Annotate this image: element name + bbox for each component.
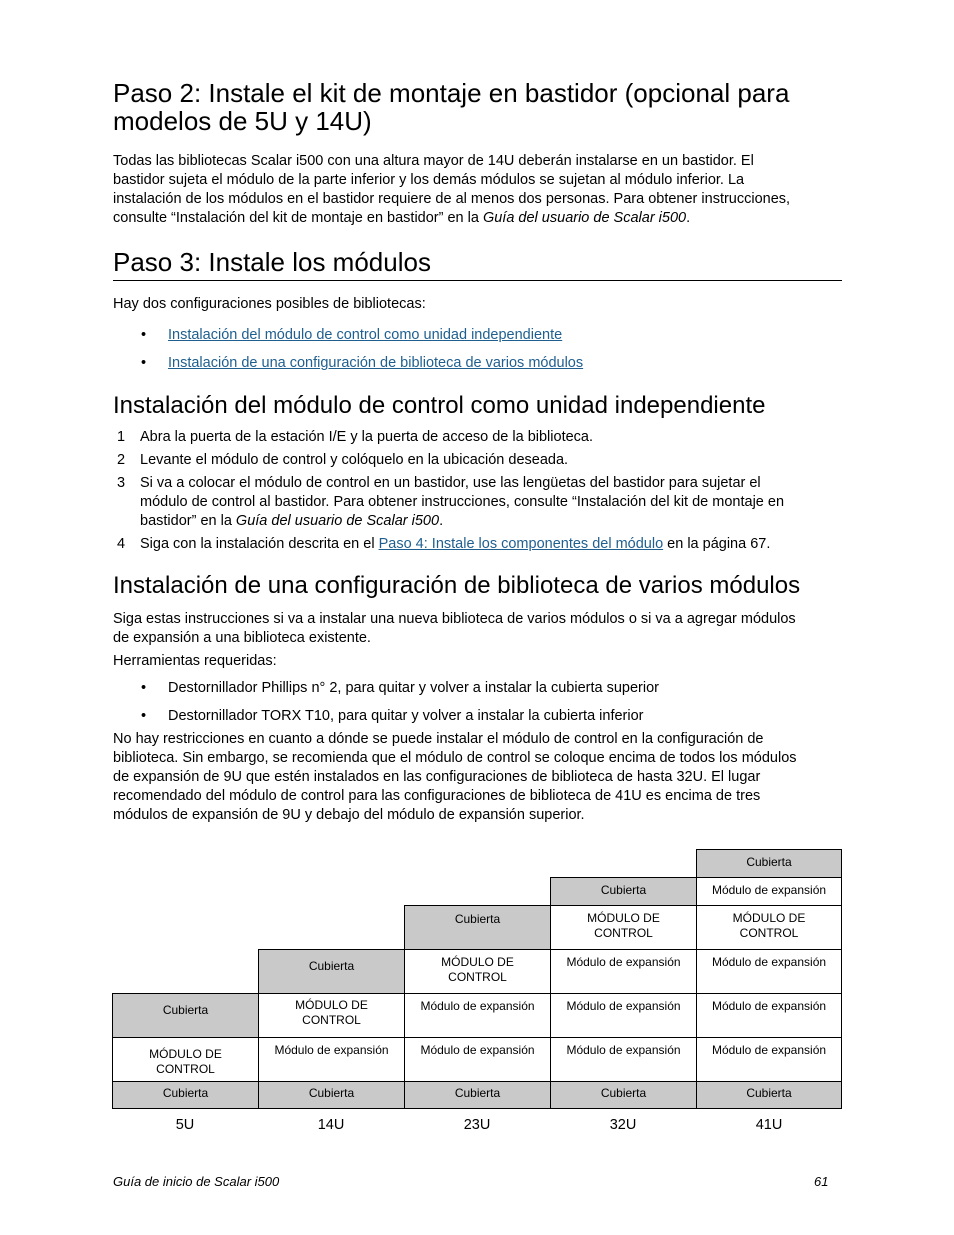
step-text (140, 535, 842, 554)
step-number: 1 (117, 429, 126, 445)
step-number: 2 (117, 452, 126, 468)
bullet-glyph: • (141, 708, 147, 724)
step2-body-line: instalación de los módulos en el bastidor requiere de al menos dos personas. Para obtener instrucciones, (113, 191, 791, 207)
footer-title: Guía de inicio de Scalar i500 (113, 1174, 280, 1189)
cover-cell: Cubierta (696, 1081, 842, 1109)
expansion-module-cell: Módulo de expansión (550, 1037, 697, 1082)
expansion-module-cell: Módulo de expansión (404, 993, 551, 1038)
step-text-line: bastidor” en la (140, 513, 236, 529)
note-line: módulos de expansión de 9U y debajo del módulo de expansión superior. (113, 807, 585, 823)
multimodule-title: Instalación de una configuración de biblioteca de varios módulos (113, 572, 801, 599)
step-number: 3 (117, 475, 126, 491)
expansion-module-cell: Módulo de expansión (696, 993, 842, 1038)
step-text: Abra la puerta de la estación I/E y la puerta de acceso de la biblioteca. (140, 429, 594, 445)
step-text (140, 474, 842, 531)
step2-title (113, 79, 789, 135)
title-rule (113, 280, 842, 281)
cover-cell: Cubierta (550, 1081, 697, 1109)
step-text-prefix: Siga con la instalación descrita en el (140, 536, 379, 552)
note-line: de expansión de 9U que estén instalados en las configuraciones de biblioteca de hasta 32U. El lugar (113, 769, 761, 785)
page-number: 61 (814, 1174, 829, 1189)
cover-cell: Cubierta (112, 1081, 259, 1109)
control-label-line: MÓDULO DE (587, 911, 660, 925)
step-text: Levante el módulo de control y colóquelo en la ubicación deseada. (140, 452, 569, 468)
expansion-module-cell: Módulo de expansión (550, 993, 697, 1038)
column-label-41u: 41U (755, 1117, 783, 1133)
step2-title-line1: Paso 2: Instale el kit de montaje en bastidor (opcional para (113, 78, 790, 108)
control-label-line: MÓDULO DE (149, 1047, 222, 1061)
cover-cell: Cubierta (404, 1081, 551, 1109)
step-text-line: módulo de control al bastidor. Para obtener instrucciones, consulte “Instalación del kit de montaje en (140, 494, 785, 510)
control-label-line: CONTROL (156, 1062, 215, 1076)
step2-body-line: Todas las bibliotecas Scalar i500 con una altura mayor de 14U deberán instalarse en un bastidor. El (113, 153, 754, 169)
control-label-line: MÓDULO DE (295, 998, 368, 1012)
bullet-glyph: • (141, 327, 147, 343)
link-step4[interactable]: Paso 4: Instale los componentes del módulo (378, 536, 664, 552)
step2-body-line: bastidor sujeta el módulo de la parte inferior y los demás módulos se sujetan al módulo inferior. La (113, 172, 745, 188)
control-module-cell (696, 905, 842, 950)
bullet-glyph: • (141, 680, 147, 696)
guide-reference: Guía del usuario de Scalar i500 (235, 513, 440, 529)
link-standalone[interactable]: Instalación del módulo de control como unidad independiente (168, 327, 563, 343)
control-module-cell (258, 993, 405, 1038)
control-label-line: CONTROL (594, 926, 653, 940)
control-label-line: MÓDULO DE (732, 911, 806, 925)
step-number: 4 (117, 536, 126, 552)
control-label-line: MÓDULO DE (441, 955, 514, 969)
cover-cell: Cubierta (258, 949, 405, 994)
cover-cell: Cubierta (404, 905, 551, 950)
tool-item: Destornillador Phillips n° 2, para quitar y volver a instalar la cubierta superior (168, 680, 659, 696)
column-label-32u: 32U (609, 1117, 637, 1133)
expansion-module-cell: Módulo de expansión (258, 1037, 405, 1082)
expansion-module-cell: Módulo de expansión (696, 1037, 842, 1082)
column-label-14u: 14U (317, 1117, 345, 1133)
step-item (113, 451, 842, 470)
standalone-title: Instalación del módulo de control como unidad independiente (113, 392, 766, 419)
step3-intro: Hay dos configuraciones posibles de bibliotecas: (113, 296, 426, 312)
step-text-line: Si va a colocar el módulo de control en un bastidor, use las lengüetas del bastidor para sujetar el (140, 475, 761, 491)
cover-cell: Cubierta (696, 849, 842, 878)
control-label-line: CONTROL (739, 926, 799, 940)
control-module-cell (404, 949, 551, 994)
control-module-cell (112, 1037, 259, 1082)
step-item (113, 428, 842, 447)
step2-title-line2: modelos de 5U y 14U) (113, 106, 372, 136)
intro-line: Siga estas instrucciones si va a instalar una nueva biblioteca de varios módulos o si va a agregar módulos (113, 611, 796, 627)
step-item (113, 474, 842, 531)
expansion-module-cell: Módulo de expansión (404, 1037, 551, 1082)
step2-body (113, 152, 848, 228)
control-label-line: CONTROL (448, 970, 507, 984)
placement-note (113, 730, 848, 825)
multimodule-intro (113, 610, 848, 648)
expansion-module-cell: Módulo de expansión (550, 949, 697, 994)
control-label-line: CONTROL (302, 1013, 361, 1027)
cover-cell: Cubierta (258, 1081, 405, 1109)
expansion-module-cell: Módulo de expansión (696, 949, 842, 994)
guide-reference: Guía del usuario de Scalar i500 (482, 210, 687, 226)
period: . (439, 513, 444, 529)
step3-title: Paso 3: Instale los módulos (113, 247, 431, 277)
bullet-glyph: • (141, 355, 147, 371)
note-line: recomendado del módulo de control para las configuraciones de biblioteca de 41U es encima de tres (113, 788, 761, 804)
control-module-cell (550, 905, 697, 950)
step2-body-line: consulte “Instalación del kit de montaje en bastidor” en la (113, 210, 483, 226)
tool-item: Destornillador TORX T10, para quitar y volver a instalar la cubierta inferior (168, 708, 644, 724)
period: . (686, 210, 691, 226)
cover-cell: Cubierta (112, 993, 259, 1038)
note-line: No hay restricciones en cuanto a dónde se puede instalar el módulo de control en la configuración de (113, 731, 764, 747)
column-label-5u: 5U (175, 1117, 195, 1133)
cover-cell: Cubierta (550, 877, 697, 906)
column-label-23u: 23U (463, 1117, 491, 1133)
step-item (113, 535, 842, 554)
step-text-suffix: en la página 67. (663, 536, 771, 552)
link-multimodule[interactable]: Instalación de una configuración de biblioteca de varios módulos (168, 355, 584, 371)
intro-line: de expansión a una biblioteca existente. (113, 630, 371, 646)
expansion-module-cell: Módulo de expansión (696, 877, 842, 906)
tools-heading: Herramientas requeridas: (113, 653, 277, 669)
note-line: biblioteca. Sin embargo, se recomienda que el módulo de control se coloque encima de todos los módulos (113, 750, 797, 766)
